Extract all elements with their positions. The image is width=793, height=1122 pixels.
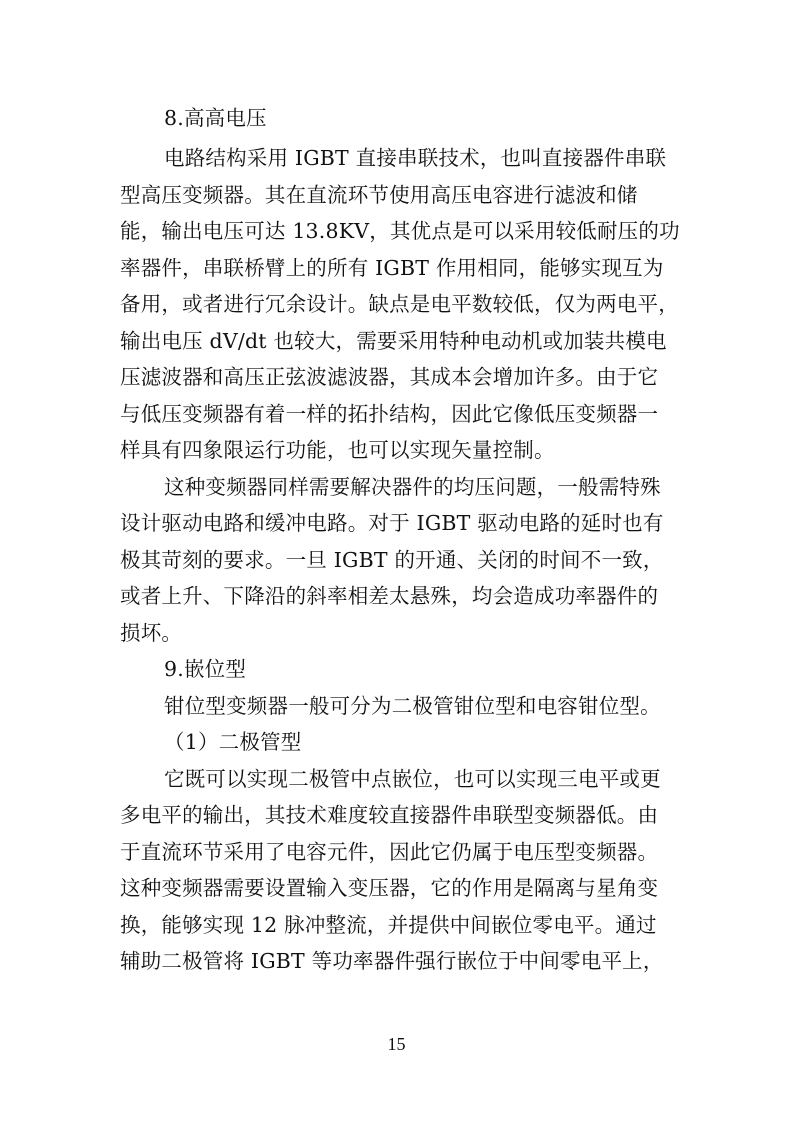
paragraph-line: 型高压变频器。其在直流环节使用高压电容进行滤波和储 bbox=[120, 183, 638, 207]
page-number: 15 bbox=[387, 1034, 406, 1054]
subheading-1: （1）二极管型 bbox=[164, 730, 302, 754]
paragraph-line: 电路结构采用 IGBT 直接串联技术，也叫直接器件串联 bbox=[164, 146, 667, 170]
paragraph-line: 样具有四象限运行功能，也可以实现矢量控制。 bbox=[120, 438, 555, 462]
paragraph-line: 输出电压 dV/dt 也较大，需要采用特种电动机或加装共模电 bbox=[120, 329, 667, 353]
paragraph-line: 辅助二极管将 IGBT 等功率器件强行嵌位于中间零电平上， bbox=[120, 949, 664, 973]
paragraph-line: 它既可以实现二极管中点嵌位，也可以实现三电平或更 bbox=[164, 767, 661, 791]
paragraph-line: 能，输出电压可达 13.8KV，其优点是可以采用较低耐压的功 bbox=[120, 219, 680, 243]
paragraph-line: 备用，或者进行冗余设计。缺点是电平数较低，仅为两电平， bbox=[120, 292, 679, 316]
paragraph-line: 换，能够实现 12 脉冲整流，并提供中间嵌位零电平。通过 bbox=[120, 913, 657, 937]
paragraph-line: 这种变频器需要设置输入变压器，它的作用是隔离与星角变 bbox=[120, 876, 659, 900]
paragraph-line: 这种变频器同样需要解决器件的均压问题，一般需特殊 bbox=[164, 475, 661, 499]
paragraph-line: 与低压变频器有着一样的拓扑结构，因此它像低压变频器一 bbox=[120, 402, 659, 426]
paragraph-line: 于直流环节采用了电容元件，因此它仍属于电压型变频器。 bbox=[120, 840, 659, 864]
paragraph-line: 多电平的输出，其技术难度较直接器件串联型变频器低。由 bbox=[120, 803, 659, 827]
heading-8: 8.高高电压 bbox=[164, 106, 267, 130]
paragraph-line: 率器件，串联桥臂上的所有 IGBT 作用相同，能够实现互为 bbox=[120, 256, 664, 280]
paragraph-line: 损坏。 bbox=[120, 621, 183, 645]
paragraph-line: 极其苛刻的要求。一旦 IGBT 的开通、关闭的时间不一致， bbox=[120, 548, 664, 572]
paragraph-line: 压滤波器和高压正弦波滤波器，其成本会增加许多。由于它 bbox=[120, 365, 659, 389]
paragraph-line: 或者上升、下降沿的斜率相差太悬殊，均会造成功率器件的 bbox=[120, 584, 659, 608]
paragraph-line: 钳位型变频器一般可分为二极管钳位型和电容钳位型。 bbox=[164, 694, 661, 718]
paragraph-line: 设计驱动电路和缓冲电路。对于 IGBT 驱动电路的延时也有 bbox=[120, 511, 664, 535]
heading-9: 9.嵌位型 bbox=[164, 657, 247, 681]
